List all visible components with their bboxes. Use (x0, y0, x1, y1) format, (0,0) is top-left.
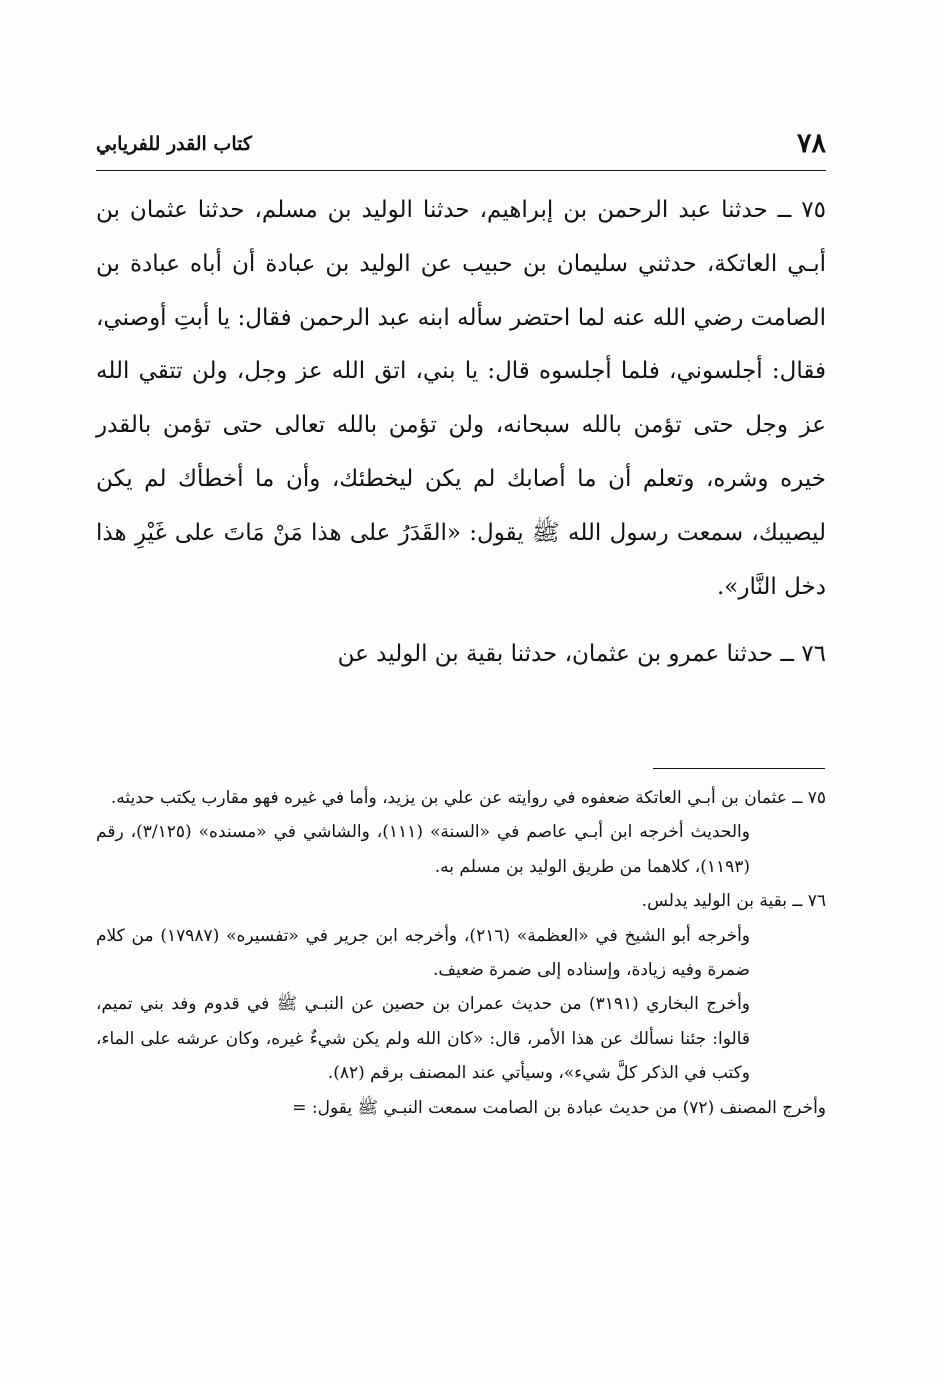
footnote-76-note: ٧٦ ــ بقية بن الوليد يدلس. (641, 891, 826, 912)
footnote-76-takhrij-2: وأخرج البخاري (٣١٩١) من حديث عمران بن حصين عن النبـي ﷺ في قدوم وفد بني تميم، قالوا: جئنا نسألك عن هذا الأمر، قال: «كان الله ولم يكن شيءٌ غيره، وكان عرشه على الماء، وكتب في الذكر كلَّ شيء»، وسيأتي عند المصنف برقم (٨٢). (96, 994, 750, 1084)
main-text (96, 184, 826, 682)
hadith-76: ٧٦ ــ حدثنا عمرو بن عثمان، حدثنا بقية بن الوليد عن (337, 641, 826, 668)
hadith-75: ٧٥ ــ حدثنا عبد الرحمن بن إبراهيم، حدثنا الوليد بن مسلم، حدثنا عثمان بن أبـي العاتكة، حدثني سليمان بن حبيب عن الوليد بن عبادة أن أباه عبادة بن الصامت رضي الله عنه لما احتضر سأله ابنه عبد الرحمن فقال: يا أبتِ أوصني، فقال: أجلسوني، فلما أجلسوه قال: يا بني، اتق الله عز وجل، ولن تتقي الله عز وجل حتى تؤمن بالله سبحانه، ولن تؤمن بالله تعالى حتى تؤمن بالقدر خيره وشره، وتعلم أن ما أصابك لم يكن ليخطئك، وأن ما أخطأك لم يكن ليصيبك، سمعت رسول الله ﷺ يقول: «القَدَرُ على هذا مَنْ مَاتَ على غَيْرِ هذا دخل النَّار». (96, 197, 826, 600)
book-title: كتاب القدر للفريابي (96, 133, 252, 155)
page-number: ٧٨ (796, 128, 826, 159)
footnote-76-takhrij-3: وأخرج المصنف (٧٢) من حديث عبادة بن الصامت سمعت النبـي ﷺ يقول: = (292, 1097, 826, 1118)
footnote-separator (653, 768, 825, 769)
running-header (96, 128, 826, 171)
footnote-75-note: ٧٥ ــ عثمان بن أبـي العاتكة ضعفوه في روايته عن علي بن يزيد، وأما في غيره فهو مقارب يكتب حديثه. (110, 788, 826, 808)
footnotes (96, 781, 826, 1125)
footnote-75-takhrij: والحديث أخرجه ابن أبـي عاصم في «السنة» (١١١)، والشاشي في «مسنده» (٣/١٢٥)، رقم (١١٩٣)، كلاهما من طريق الوليد بن مسلم به. (96, 822, 750, 877)
footnote-76-takhrij-1: وأخرجه أبو الشيخ في «العظمة» (٢١٦)، وأخرجه ابن جرير في «تفسيره» (١٧٩٨٧) من كلام ضمرة وفيه زيادة، وإسناده إلى ضمرة ضعيف. (96, 925, 751, 981)
